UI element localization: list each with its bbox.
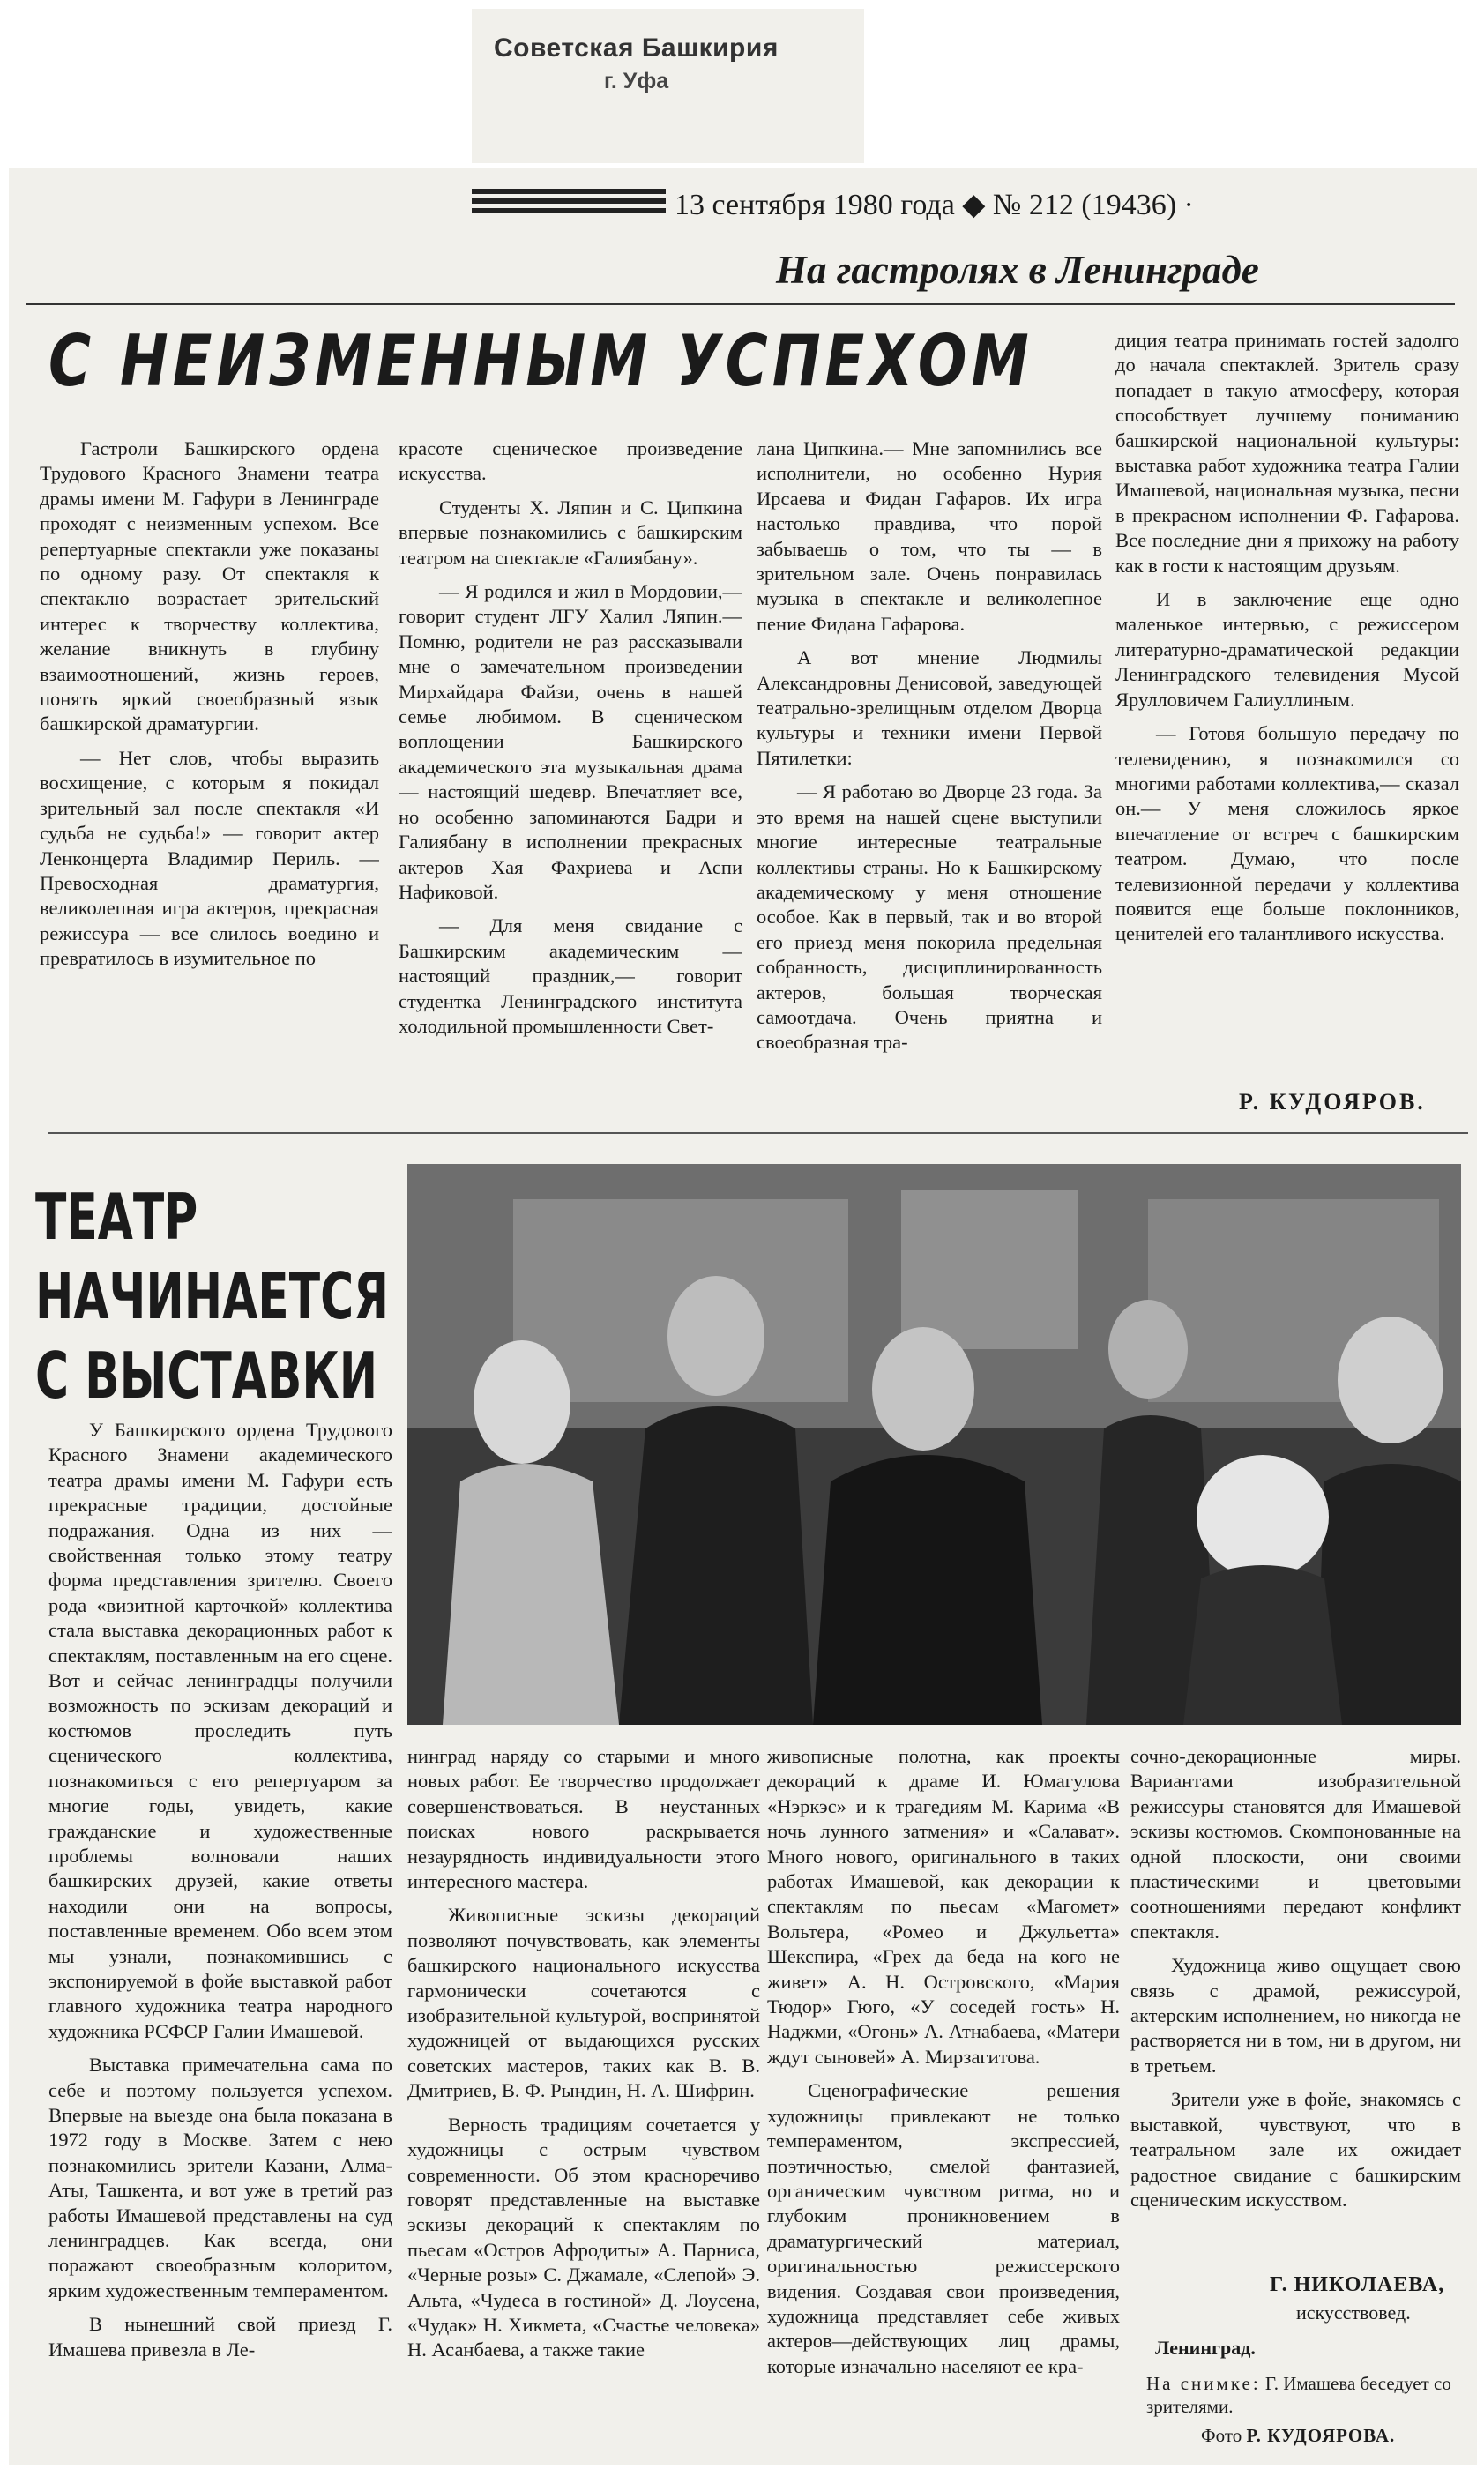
paragraph: Художница живо ощущает свою связь с драмой, режиссурой, актерским исполнением, но никогда не растворяется ни в том, ни в другом, ни в третьем.	[1130, 1954, 1461, 2077]
paragraph: — Для меня свидание с Башкирским академическим — настоящий праздник,— говорит студентка Ленинградского института холодильной промышленности Свет-	[399, 914, 742, 1037]
paragraph: Зрители уже в фойе, знакомясь с выставкой, чувствуют, что в театральном зале их ожидает радостное свидание с башкирским сценическим искусством.	[1130, 2088, 1461, 2211]
caption-label: На снимке:	[1146, 2373, 1261, 2394]
dateline-place: Ленинград.	[1155, 2337, 1256, 2359]
paragraph: красоте сценическое произведение искусства.	[399, 437, 742, 485]
section-rubric: На гастролях в Ленинграде	[776, 248, 1259, 292]
masthead	[472, 18, 860, 159]
author-name: Г. НИКОЛАЕВА,	[1270, 2273, 1445, 2296]
paragraph: — Я родился и жил в Мордовии,— говорит студент ЛГУ Халил Ляпин.— Помню, родители не раз рассказывали мне о замечательном произведении Мирхайдара Файзи, очень в нашей семье любимом. В сценическом воплощении Башкирского академического эта музыкальная драма — настоящий шедевр. Впечатляет все, но особенно запоминаются Бадри и Галиябану в исполнении прекрасных актеров Хая Фахриева и Аспи Нафиковой.	[399, 580, 742, 903]
paragraph: Верность традициям сочетается у художницы с острым чувством современности. Об этом красноречиво говорят представленные на выставке эскизы декораций к спектаклям по пьесам «Остров Афродиты» А. Парниса, «Черные розы» С. Джамале, «Слепой» Э. Альта, «Чудеса в гостиной» Д. Лоусена, «Чудак» Н. Хикмета, «Счастье человека» Н. Асанбаева, а также такие	[407, 2113, 760, 2361]
paragraph: лана Ципкина.— Мне запомнились все исполнители, но особенно Нурия Ирсаева и Фидан Гафаров. Их игра настолько правдива, что порой забываешь о том, что ты — в зрительном зале. Очень понравилась музыка в спектакле и великолепное пение Фидана Гафарова.	[757, 437, 1102, 635]
paragraph: — Нет слов, чтобы выразить восхищение, с которым я покидал зрительный зал после спектакля «И судьба не судьба!» — говорит актер Ленконцерта Владимир Периль. — Превосходная драматургия, великолепная игра актеров, прекрасная режиссура — все слилось воедино и превратилось в изумительное по	[40, 746, 379, 970]
paragraph: нинград наряду со старыми и много новых работ. Ее творчество продолжает совершенствоваться. В неустанных поисках нового раскрывается незаурядность индивидуальности этого интересного мастера.	[407, 1745, 760, 1893]
top-rule	[26, 303, 1455, 305]
paragraph: — Я работаю во Дворце 23 года. За это время на нашей сцене выступили многие интересные театральные коллективы страны. Но к Башкирскому академическому у меня отношение особое. Как в первый, так и во второй его приезд меня покорила предельная собранность, дисциплинированность актеров, большая творческая самоотдача. Очень приятна и своеобразная тра-	[757, 780, 1102, 1054]
article2-column-2	[407, 1744, 760, 2463]
article1-byline: Р. КУДОЯРОВ.	[1239, 1089, 1426, 1115]
article1-column-2	[399, 436, 742, 1120]
article1-column-3	[757, 436, 1102, 1120]
article1-column-4	[1115, 328, 1459, 1082]
article-divider	[48, 1132, 1468, 1134]
paragraph: Выставка примечательна сама по себе и поэтому пользуется успехом. Впервые на выезде она была показана в 1972 году в Москве. Затем с нею познакомились зрители Казани, Алма-Аты, Ташкента, и вот уже в третий раз работы Имашевой представлены на суд ленинградцев. Как всегда, они поражают своеобразным колоритом, ярким художественным темпераментом.	[48, 2054, 392, 2301]
newspaper-title: Советская Башкирия	[494, 34, 779, 63]
paragraph: — Готовя большую передачу по телевидению, я познакомился со многими работами коллектива,— сказал он.— У меня сложилось яркое впечатление от встреч с башкирским театром. Думаю, что после телевизионной передачи у коллектива появится еще больше поклонников, ценителей его талантливого искусства.	[1115, 722, 1459, 945]
newspaper-city: г. Уфа	[604, 69, 669, 93]
photo-credit	[1201, 2425, 1395, 2447]
paragraph: сочно-декорационные миры. Вариантами изобразительной режиссуры становятся для Имашевой эскизы костюмов. Скомпонованные на одной плоскости, они своими пластическими и цветовыми соотношениями передают конфликт спектакля.	[1130, 1745, 1461, 1943]
article1-column-1	[40, 436, 379, 1120]
author-role: искусствовед.	[1296, 2301, 1411, 2324]
paragraph: Гастроли Башкирского ордена Трудового Красного Знамени театра драмы имени М. Гафури в Ленинграде проходят с неизменным успехом. Все репертуарные спектакли уже показаны по одному разу. От спектакля к спектаклю возрастает зрительский интерес к творчеству коллектива, желание вникнуть в глубину взаимоотношений, жизнь героев, понять яркий своеобразный язык башкирской драматургии.	[40, 437, 379, 735]
dateline-stripes	[472, 189, 666, 224]
exhibition-photo	[407, 1164, 1461, 1725]
issue-dateline	[472, 176, 1353, 238]
paragraph: Студенты Х. Ляпин и С. Ципкина впервые познакомились с башкирским театром на спектакле «Галиябану».	[399, 496, 742, 569]
photographer-name: Р. КУДОЯРОВА.	[1246, 2425, 1396, 2446]
photo-credit-prefix: Фото	[1201, 2425, 1242, 2446]
paragraph: А вот мнение Людмилы Александровны Денисовой, заведующей театрально-зрелищным отделом Дворца культуры и техники имени Первой Пятилетки:	[757, 646, 1102, 769]
paragraph: Живописные эскизы декораций позволяют почувствовать, как элементы башкирского национального искусства гармонически сочетаются с изобразительной культурой, воспринятой художницей от выдающихся русских советских мастеров, таких как В. В. Дмитриев, В. Ф. Рындин, Н. А. Шифрин.	[407, 1904, 760, 2102]
paragraph: В нынешний свой приезд Г. Имашева привезла в Ле-	[48, 2313, 392, 2361]
article2-headline	[35, 1177, 389, 1415]
paragraph: диция театра принимать гостей задолго до начала спектаклей. Зритель сразу попадает в такую атмосферу, которая способствует лучшему пониманию башкирской национальной культуры: выставка работ художника театра Галии Имашевой, национальная музыка, песни в прекрасном исполнении Ф. Гафарова. Все последние дни я прихожу на работу как в гости к настоящим друзьям.	[1115, 329, 1459, 577]
paragraph: живописные полотна, как проекты декораций к драме И. Юмагулова «Нэркэс» и к трагедиям М. Карима «В ночь лунного затмения» и «Салават». Много нового, оригинального в таких работах Имашевой, как декорации к спектаклям по пьесам «Магомет» Вольтера, «Ромео и Джульетта» Шекспира, «Грех да беда на кого не живет» А. Н. Островского, «Мария Тюдор» Гюго, «У соседей гость» Н. Наджми, «Огонь» А. Атнабаева, «Матери ждут сыновей» А. Мирзагитова.	[767, 1745, 1120, 2068]
paragraph: Сценографические решения художницы привлекают не только темпераментом, экспрессией, поэтичностью, смелой фантазией, органическим чувством ритма, но и глубоким проникновением в драматургический материал, оригинальностью режиссерского видения. Создавая свои произведения, художница представляет себе живых актеров—действующих лиц драмы, которые изначально населяют ее кра-	[767, 2079, 1120, 2377]
photo-illustration	[407, 1164, 1461, 1725]
headline-line: ТЕАТР	[35, 1180, 198, 1254]
photo-caption	[1146, 2372, 1459, 2418]
article2-column-3	[767, 1744, 1120, 2463]
headline-line: НАЧИНАЕТСЯ	[35, 1259, 390, 1333]
article2-column-1	[48, 1418, 392, 2463]
article1-headline: С НЕИЗМЕННЫМ УСПЕХОМ	[48, 320, 1033, 402]
paragraph: У Башкирского ордена Трудового Красного Знамени академического театра драмы имени М. Гафури есть прекрасные традиции, достойные подражания. Одна из них — свойственная только этому театру форма представления зрителю. Своего рода «визитной карточкой» коллектива стала выставка декорационных работ к спектаклям, поставленным на его сцене. Вот и сейчас ленинградцы получили возможность по эскизам декораций и костюмов проследить путь сценического коллектива, познакомиться с его репертуаром за многие годы, увидеть, какие гражданские и художественные проблемы волновали наших башкирских друзей, какие ответы находили они на вопросы, поставленные временем. Обо всем этом мы узнали, познакомившись с экспонируемой в фойе выставкой работ главного художника театра народного художника РСФСР Галии Имашевой.	[48, 1419, 392, 2042]
article2-column-4	[1130, 1744, 1461, 2264]
headline-line: С ВЫСТАВКИ	[35, 1339, 378, 1413]
paragraph: И в заключение еще одно маленькое интервью, с режиссером литературно-драматической редакции Ленинградского телевидения Мусой Ярулловичем Галиуллиным.	[1115, 588, 1459, 711]
caption-text: Г. Имашева беседует со зрителями.	[1146, 2373, 1451, 2417]
issue-date: 13 сентября 1980 года ◆ № 212 (19436) ·	[675, 189, 1194, 221]
